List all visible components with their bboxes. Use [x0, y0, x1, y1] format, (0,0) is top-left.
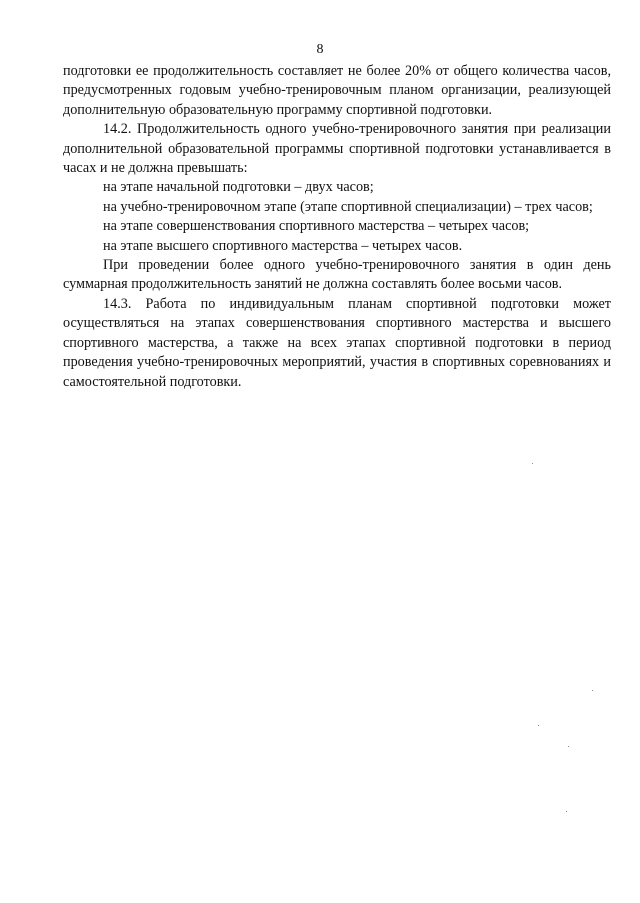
list-item-training-stage: на учебно-тренировочном этапе (этапе спортивной специализации) – трех часов;	[103, 198, 593, 215]
scan-speck	[566, 811, 567, 812]
scan-speck	[532, 463, 533, 464]
paragraph-continuation: подготовки ее продолжительность составляет не более 20% от общего количества часов, предусмотренных годовым учебно-тренировочным планом организации, реализующей дополнительную образовательную программу спортивной подготовки.	[63, 63, 611, 118]
list-item-initial-stage: на этапе начальной подготовки – двух часов;	[103, 179, 374, 196]
paragraph-14-2: 14.2. Продолжительность одного учебно-тренировочного занятия при реализации дополнительной образовательной программы спортивной подготовки устанавливается в часах и не должна превышать:	[63, 121, 611, 177]
paragraph-summary: При проведении более одного учебно-тренировочного занятия в один день суммарная продолжительность занятий не должна составлять более восьми часов.	[63, 257, 611, 293]
scan-speck	[538, 725, 539, 726]
list-item-improvement-stage: на этапе совершенствования спортивного мастерства – четырех часов;	[103, 218, 530, 235]
scan-speck	[568, 746, 569, 747]
list-item-highest-stage: на этапе высшего спортивного мастерства – четырех часов.	[103, 237, 463, 254]
page-number: 8	[316, 42, 324, 57]
paragraph-14-3: 14.3. Работа по индивидуальным планам спортивной подготовки может осуществляться на этапах совершенствования спортивного мастерства и высшего спортивного мастерства, а также на всех этапах спортивной подготовки в период проведения учебно-тренировочных мероприятий, участия в спортивных соревнованиях и самостоятельной подготовки.	[63, 295, 611, 390]
scan-speck	[592, 690, 593, 691]
document-body	[63, 62, 611, 392]
